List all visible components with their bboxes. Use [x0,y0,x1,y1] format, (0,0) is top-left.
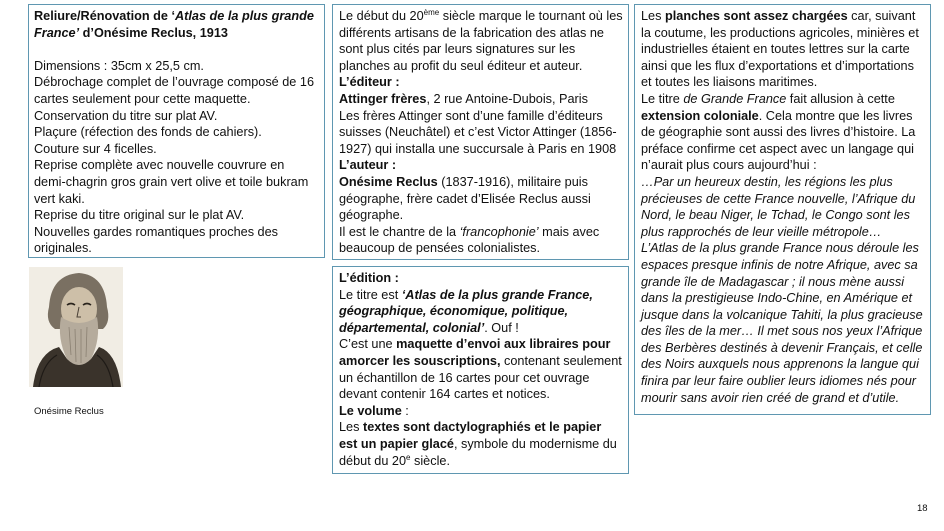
titre-bold-italic: ‘Atlas de la plus grande France, géographique, économique, politique, départemental, colonial’ [339,287,593,335]
volume-heading-text: Le volume [339,403,402,418]
volume-heading [339,403,623,420]
edition-heading-text: L’édition : [339,271,399,285]
edition-heading [339,270,623,287]
editeur-address: , 2 rue Antoine-Dubois, Paris [426,91,588,106]
titre-grande-france-paragraph [641,91,925,174]
context-box [332,4,629,260]
portrait-image [29,267,123,387]
preface-quote-2 [641,240,925,406]
planches-text: Les [641,9,665,23]
intro-text: siècle marque le tournant où les différents artisans de la fabrication des atlas ne sont plus cités par leurs signatures sur les planches au profit du seul éditeur et auteur. [339,9,623,73]
volume-bold: textes sont dactylographiés et le papier est un papier glacé [339,420,602,451]
title-part: Reliure/Rénovation de ‘ [34,9,175,23]
quote-1-text: …Par un heureux destin, les régions les plus précieuses de cette France nouvelle, l’Afrique du Nord, le beau Niger, le Tchad, le Congo sont les plus rapprochés de leur vieille métropole… [641,174,916,239]
maquette-paragraph [339,336,623,402]
grande-france-text: fait allusion à cette [786,91,895,106]
extension-coloniale-bold: extension coloniale [641,108,759,123]
editeur-text: Les frères Attinger sont d’une famille d’éditeurs suisses (Neuchâtel) et c’est Victor Attinger (1856-1927) qui installa une succursale à Paris en 1908 [339,108,617,156]
editeur-heading-text: L’éditeur : [339,75,400,90]
preface-quote-1 [641,174,925,240]
chantre-text: Il est le chantre de la [339,224,460,239]
auteur-heading-text: L’auteur : [339,158,397,173]
planches-bold: planches sont assez chargées [664,9,848,23]
editeur-name: Attinger frères [339,91,427,106]
auteur-heading [339,157,623,174]
intro-superscript: ème [423,8,440,17]
titre-text: . Ouf ! [484,320,519,335]
edition-box [332,266,629,474]
debrochage-line: Débrochage complet de l’ouvrage composé de 16 cartes seulement pour cette maquette. [34,75,315,106]
reprise-titre-line: Reprise du titre original sur le plat AV. [34,208,245,223]
planches-paragraph [641,8,925,91]
auteur-paragraph [339,174,623,224]
editeur-line [339,91,623,108]
placure-line: Plaçure (réfection des fonds de cahiers). [34,125,262,140]
restoration-box [28,4,325,258]
volume-text: Les [339,420,363,435]
dimensions-line: Dimensions : 35cm x 25,5 cm. [34,58,204,73]
title-part: d’Onésime Reclus, 1913 [79,25,228,40]
volume-text: siècle. [410,453,450,468]
portrait-caption: Onésime Reclus [34,406,104,417]
couture-line: Couture sur 4 ficelles. [34,141,157,156]
intro-text: Le début du 20 [339,9,424,23]
gardes-line: Nouvelles gardes romantiques proches des originales. [34,224,279,256]
title-italic: Atlas de la plus grande France’ [34,9,314,40]
grande-france-text: . Cela montre que les livres de géographie sont aussi des livres d’histoire. La préface confirme cet aspect avec un langage qui n’aurait plus cours aujourd’hui : [641,108,916,173]
editeur-heading [339,74,623,91]
titre-text: Le titre est [339,287,402,302]
maquette-bold: maquette d’envoi aux libraires pour amorcer les souscriptions, [339,337,611,368]
grande-france-text: Le titre [641,91,684,106]
volume-superscript: e [406,452,411,462]
conservation-line: Conservation du titre sur plat AV. [34,108,218,123]
volume-text: , symbole du modernisme du début du 20 [339,436,617,468]
volume-paragraph [339,419,623,469]
planches-box [634,4,931,415]
chantre-text: mais avec beaucoup de pensées colonialistes. [339,224,600,256]
planches-text: car, suivant la coutume, les productions agricoles, minières et industrielles étaient en toutes lettres sur la carte ainsi que les flux d’exportations et d’importations et toutes les liaisons maritimes. [641,9,919,90]
auteur-name: Onésime Reclus [339,174,438,189]
maquette-text: C’est une [339,337,397,352]
maquette-text: contenant seulement un échantillon de 16 cartes pour cet ouvrage devant contenir 164 cartes et notices. [339,353,622,402]
quote-2-text: L’Atlas de la plus grande France nous déroule les espaces presque infinis de notre Afrique, avec sa grande île de Madagascar ; il nous mène aussi dans la prestigieuse Indo-Chine, en Amérique et jusque dans la volcanique Tahiti, la plus gracieuse des îles de la mer… Il met sous nos yeux l’Afrique des Berbères destinés à devenir Français, et celle des Noirs auxquels nous apprenons la langue qui finira par leur faire oublier leurs idiomes nés pour mourir sans avoir rien créé de grand et d’utile. [641,241,923,405]
auteur-text: (1837-1916), militaire puis géographe, frère cadet d’Elisée Reclus aussi géographe. [339,174,591,223]
grande-france-italic: de Grande France [683,91,787,106]
chantre-paragraph [339,224,623,257]
chantre-italic: ‘francophonie’ [459,224,539,239]
reprise-couvrure-line: Reprise complète avec nouvelle couvrure en demi-chagrin gros grain vert olive et toile bukram vert kaki. [34,158,309,206]
page-number: 18 [917,503,928,514]
intro-paragraph [339,8,623,74]
restoration-title [34,8,318,41]
volume-colon: : [401,403,409,418]
titre-paragraph [339,287,623,337]
